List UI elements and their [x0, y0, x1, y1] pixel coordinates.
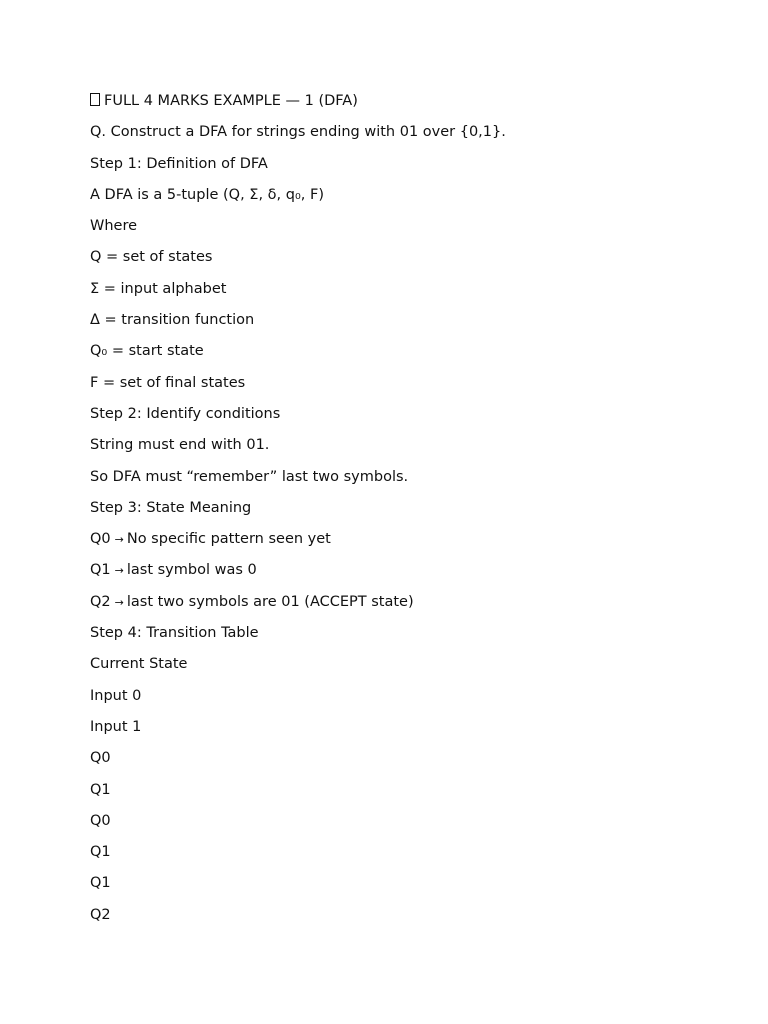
definition-item: Q = set of states — [90, 249, 213, 266]
definition-item: Q₀ = start state — [90, 343, 204, 360]
definition-item: Σ = input alphabet — [90, 280, 227, 297]
definition-item: Δ = transition function — [90, 312, 255, 329]
right-arrow-icon: → — [114, 564, 124, 578]
condition-line: String must end with 01. — [90, 437, 270, 454]
title-text: FULL 4 MARKS EXAMPLE — 1 (DFA) — [104, 93, 358, 109]
table-header-cell: Input 1 — [90, 718, 142, 735]
state-name: Q0 — [90, 531, 111, 548]
table-cell: Q0 — [90, 812, 111, 829]
missing-glyph-icon — [90, 93, 100, 106]
right-arrow-icon: → — [114, 533, 124, 547]
table-cell: Q1 — [90, 781, 111, 798]
table-cell: Q2 — [90, 906, 111, 923]
document-page — [90, 90, 730, 935]
state-name: Q2 — [90, 593, 111, 610]
state-meaning: No specific pattern seen yet — [126, 531, 331, 548]
document-title — [90, 90, 730, 121]
state-meaning-row — [90, 559, 730, 590]
state-meaning-row — [90, 528, 730, 559]
step1-heading: Step 1: Definition of DFA — [90, 155, 268, 172]
table-cell: Q1 — [90, 875, 111, 892]
right-arrow-icon: → — [114, 595, 124, 609]
table-header-cell: Current State — [90, 656, 188, 673]
condition-line: So DFA must “remember” last two symbols. — [90, 468, 409, 485]
step2-heading: Step 2: Identify conditions — [90, 405, 281, 422]
table-header-cell: Input 0 — [90, 687, 142, 704]
step4-heading: Step 4: Transition Table — [90, 625, 259, 642]
state-meaning: last two symbols are 01 (ACCEPT state) — [126, 593, 414, 610]
where-label: Where — [90, 218, 138, 235]
definition-item: F = set of final states — [90, 374, 246, 391]
step3-heading: Step 3: State Meaning — [90, 499, 252, 516]
dfa-tuple-definition: A DFA is a 5-tuple (Q, Σ, δ, q₀, F) — [90, 186, 325, 203]
state-meaning: last symbol was 0 — [126, 562, 257, 579]
state-name: Q1 — [90, 562, 111, 579]
state-meaning-row — [90, 591, 730, 622]
question-text: Q. Construct a DFA for strings ending with 01 over {0,1}. — [90, 124, 506, 141]
table-cell: Q0 — [90, 750, 111, 767]
table-cell: Q1 — [90, 844, 111, 861]
